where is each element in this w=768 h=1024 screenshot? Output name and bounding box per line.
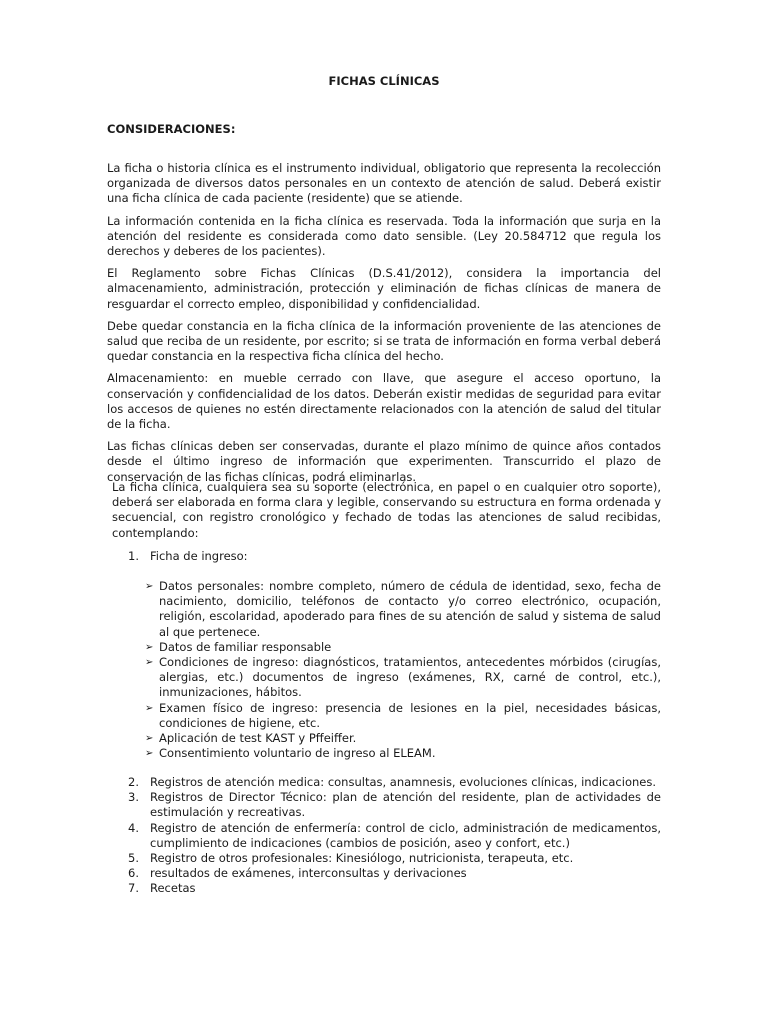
list-text: Ficha de ingreso: <box>150 549 248 563</box>
numbered-list-first <box>128 549 661 564</box>
bullet-item <box>145 731 661 746</box>
paragraph: El Reglamento sobre Fichas Clínicas (D.S.41/2012), considera la importancia del almacenamiento, administración, protección y eliminación de fichas clínicas de manera de resguardar el correcto empleo, disponibilidad y confidencialidad. <box>107 266 661 311</box>
list-item <box>128 549 661 564</box>
list-number: 4. <box>128 820 139 835</box>
bullet-item <box>145 640 661 655</box>
paragraph: Las fichas clínicas deben ser conservadas, durante el plazo mínimo de quince años contados desde el último ingreso de información que experimenten. Transcurrido el plazo de conservación de las fichas clínicas, podrá eliminarlas. <box>107 439 661 484</box>
bullet-text: Condiciones de ingreso: diagnósticos, tratamientos, antecedentes mórbidos (cirugías, alergias, etc.) documentos de ingreso (exámenes, RX, carné de control, etc.), inmunizaciones, hábitos. <box>159 655 661 700</box>
bullet-item <box>145 579 661 640</box>
list-number: 1. <box>128 549 139 563</box>
list-item <box>128 775 661 790</box>
list-text: Registro de atención de enfermería: control de ciclo, administración de medicamentos, cumplimiento de indicaciones (cambios de posición, aseo y confort, etc.) <box>150 820 661 850</box>
paragraph: La ficha o historia clínica es el instrumento individual, obligatorio que representa la recolección organizada de diversos datos personales en un contexto de atención de salud. Deberá existir una ficha clínica de cada paciente (residente) que se atiende. <box>107 161 661 206</box>
list-number: 7. <box>128 881 139 896</box>
bullet-item <box>145 701 661 731</box>
bullet-text: Aplicación de test KAST y Pffeiffer. <box>159 731 357 746</box>
arrow-bullet-icon: ➢ <box>145 733 154 745</box>
bullet-item <box>145 746 661 761</box>
list-number: 2. <box>128 775 139 789</box>
paragraph: Debe quedar constancia en la ficha clínica de la información proveniente de las atenciones de salud que reciba de un residente, por escrito; si se trata de información en forma verbal deberá quedar constancia en la respectiva ficha clínica del hecho. <box>107 318 661 364</box>
arrow-bullet-icon: ➢ <box>145 748 154 760</box>
considerations-body <box>107 161 661 492</box>
bullet-list <box>145 579 661 761</box>
bullet-text: Datos personales: nombre completo, número de cédula de identidad, sexo, fecha de nacimiento, domicilio, teléfonos de contacto y/o correo electrónico, ocupación, religión, escolaridad, apoderado para fines de su atención de salud y sistema de salud al que pertenece. <box>159 579 661 639</box>
list-text: Registro de otros profesionales: Kinesiólogo, nutricionista, terapeuta, etc. <box>150 851 574 866</box>
document-title: FICHAS CLÍNICAS <box>328 74 440 88</box>
arrow-bullet-icon: ➢ <box>145 657 154 669</box>
arrow-bullet-icon: ➢ <box>145 641 154 653</box>
intro-paragraph: La ficha clínica, cualquiera sea su soporte (electrónica, en papel o en cualquier otro soporte), deberá ser elaborada en forma clara y legible, conservando su estructura en forma ordenada y secuencial, con registro cronológico y fechado de todas las atenciones de salud recibidas, contemplando: <box>112 480 661 540</box>
list-text: Recetas <box>150 881 196 896</box>
list-item <box>128 851 661 866</box>
numbered-list-rest <box>128 775 661 897</box>
list-text: resultados de exámenes, interconsultas y derivaciones <box>150 866 467 881</box>
section-heading: CONSIDERACIONES: <box>107 122 236 136</box>
arrow-bullet-icon: ➢ <box>145 581 154 592</box>
list-text: Registros de Director Técnico: plan de atención del residente, plan de actividades de estimulación y recreativas. <box>150 790 661 820</box>
paragraph: Almacenamiento: en mueble cerrado con llave, que asegure el acceso oportuno, la conservación y confidencialidad de los datos. Deberán existir medidas de seguridad para evitar los accesos de quienes no estén directamente relacionados con la atención de salud del titular de la ficha. <box>107 371 661 432</box>
list-item <box>128 866 661 881</box>
list-number: 3. <box>128 790 139 805</box>
paragraph: La información contenida en la ficha clínica es reservada. Toda la información que surja en la atención del residente es considerada como dato sensible. (Ley 20.584712 que regula los derechos y deberes de los pacientes). <box>107 213 661 259</box>
list-item <box>128 790 661 820</box>
list-text: Registros de atención medica: consultas, anamnesis, evoluciones clínicas, indicaciones. <box>150 775 656 789</box>
list-number: 5. <box>128 851 139 866</box>
bullet-text: Consentimiento voluntario de ingreso al ELEAM. <box>159 746 436 761</box>
bullet-text: Examen físico de ingreso: presencia de lesiones en la piel, necesidades básicas, condiciones de higiene, etc. <box>159 700 661 730</box>
list-item <box>128 881 661 896</box>
bullet-item <box>145 655 661 701</box>
list-item <box>128 821 661 851</box>
arrow-bullet-icon: ➢ <box>145 702 154 714</box>
list-number: 6. <box>128 866 139 881</box>
bullet-text: Datos de familiar responsable <box>159 639 332 654</box>
